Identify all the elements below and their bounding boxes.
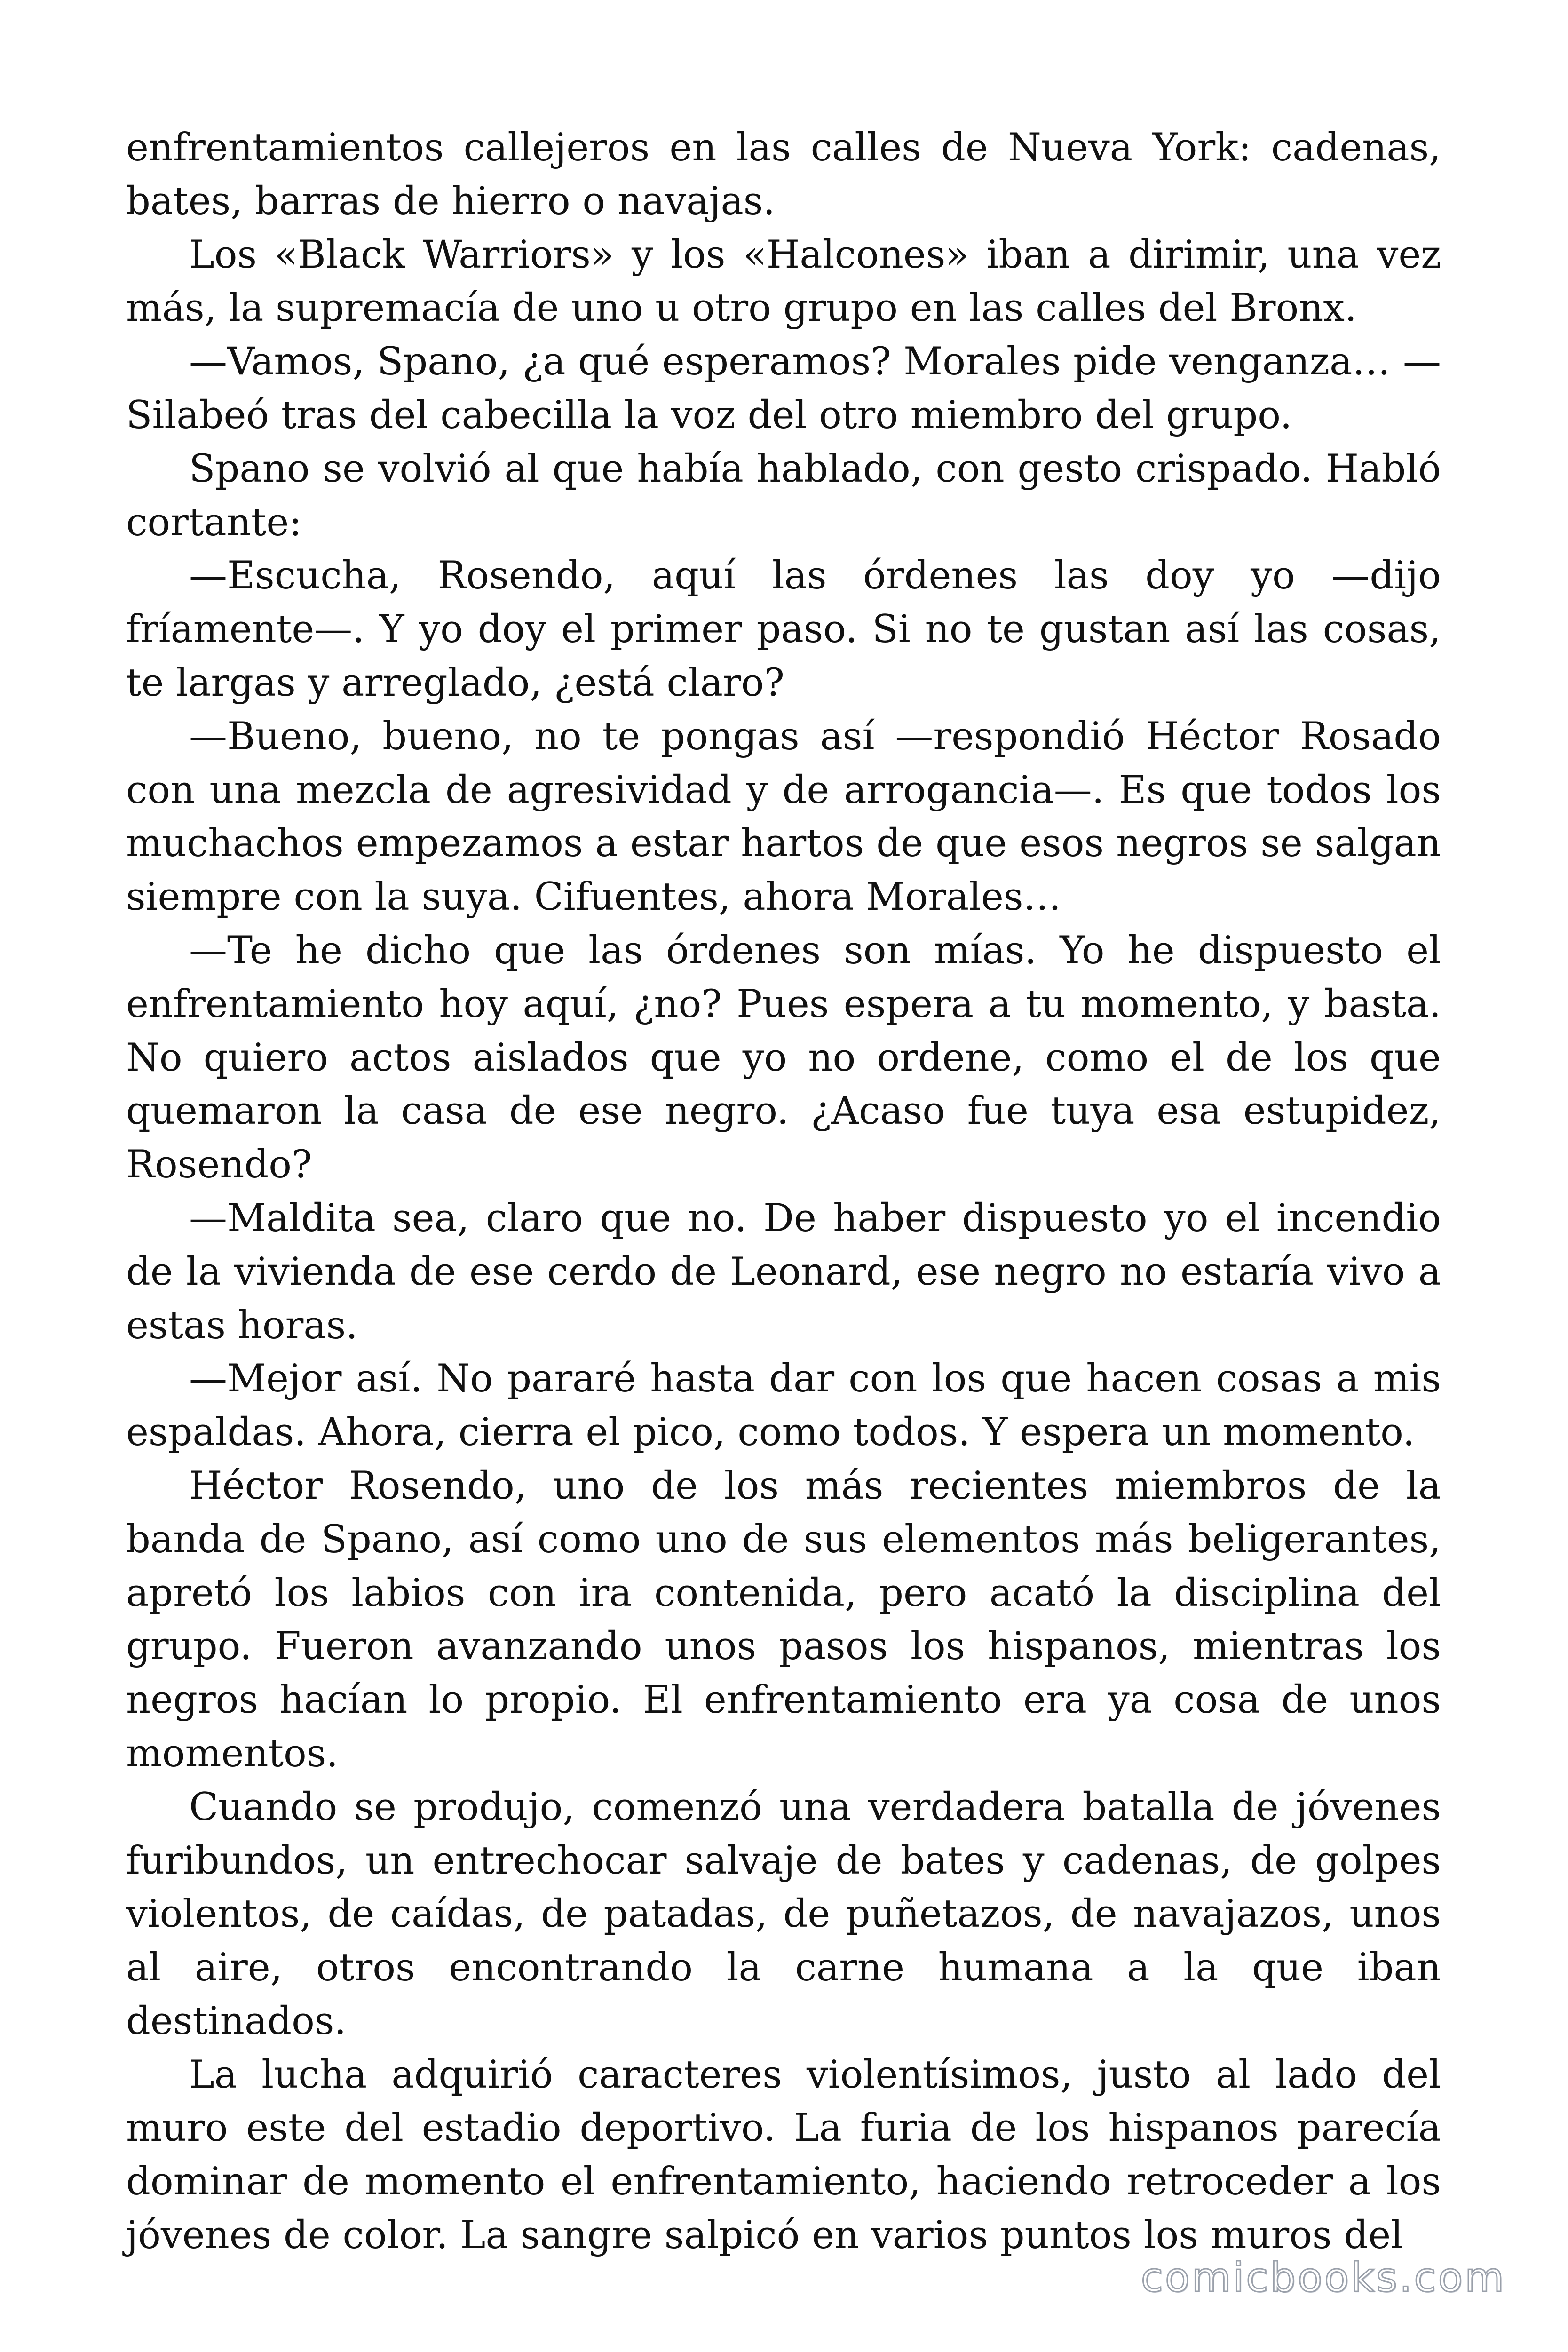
book-page <box>126 121 1441 2258</box>
watermark-logo: comicbooks.com <box>1140 2254 1506 2301</box>
paragraph: —Escucha, Rosendo, aquí las órdenes las doy yo —dijo fríamente—. Y yo doy el primer paso. Si no te gustan así las cosas, te largas y arreglado, ¿está claro? <box>126 554 1441 705</box>
paragraph: Los «Black Warriors» y los «Halcones» iban a dirimir, una vez más, la supremacía de uno u otro grupo en las calles del Bronx. <box>126 232 1441 331</box>
paragraph: La lucha adquirió caracteres violentísimos, justo al lado del muro este del estadio deportivo. La furia de los hispanos parecía dominar de momento el enfrentamiento, haciendo retroceder a los jóvenes de color. La sangre salpicó en varios puntos los muros del <box>126 2052 1441 2258</box>
paragraph: Héctor Rosendo, uno de los más recientes miembros de la banda de Spano, así como uno de sus elementos más beligerantes, apretó los labios con ira contenida, pero acató la disciplina del grupo. Fueron avanzando unos pasos los hispanos, mientras los negros hacían lo propio. El enfrentamiento era ya cosa de unos momentos. <box>126 1463 1441 1776</box>
paragraph: —Te he dicho que las órdenes son mías. Yo he dispuesto el enfrentamiento hoy aquí, ¿no? Pues espera a tu momento, y basta. No quiero actos aislados que yo no ordene, como el de los que quemaron la casa de ese negro. ¿Acaso fue tuya esa estupidez, Rosendo? <box>126 928 1441 1187</box>
paragraph: Cuando se produjo, comenzó una verdadera batalla de jóvenes furibundos, un entrechocar salvaje de bates y cadenas, de golpes violentos, de caídas, de patadas, de puñetazos, de navajazos, unos al aire, otros encontrando la carne humana a la que iban destinados. <box>126 1785 1441 2043</box>
body-text <box>126 121 1441 2263</box>
paragraph-continued: enfrentamientos callejeros en las calles de Nueva York: cadenas, bates, barras de hierro o navajas. <box>126 126 1441 223</box>
paragraph: —Mejor así. No pararé hasta dar con los que hacen cosas a mis espaldas. Ahora, cierra el pico, como todos. Y espera un momento. <box>126 1357 1441 1455</box>
paragraph: Spano se volvió al que había hablado, con gesto crispado. Habló cortante: <box>126 446 1441 545</box>
paragraph: —Maldita sea, claro que no. De haber dispuesto yo el incendio de la vivienda de ese cerdo de Leonard, ese negro no estaría vivo a estas horas. <box>126 1196 1441 1348</box>
paragraph: —Vamos, Spano, ¿a qué esperamos? Morales pide venganza… —Silabeó tras del cabecilla la voz del otro miembro del grupo. <box>126 340 1441 437</box>
paragraph: —Bueno, bueno, no te pongas así —respondió Héctor Rosado con una mezcla de agresividad y de arrogancia—. Es que todos los muchachos empezamos a estar hartos de que esos negros se salgan siempre con la suya. Cifuentes, ahora Morales… <box>126 714 1441 920</box>
